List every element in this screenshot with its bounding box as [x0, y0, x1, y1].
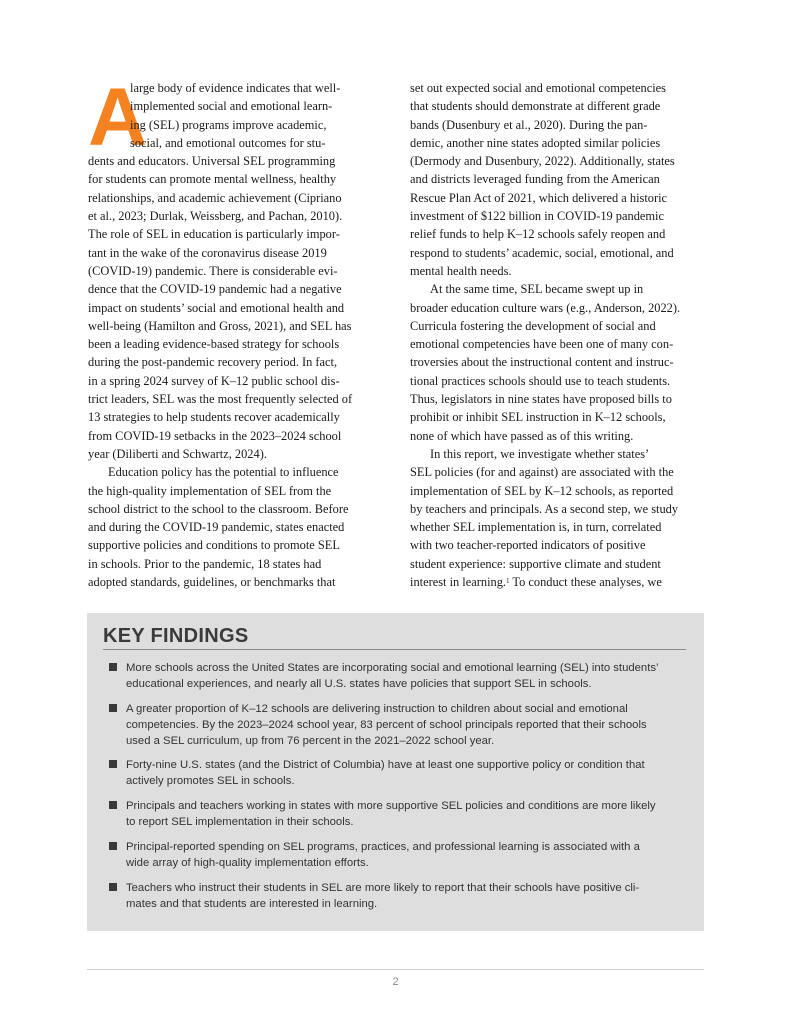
text-line: that students should demonstrate at different grade: [410, 99, 661, 114]
text-line: 13 strategies to help students recover academically: [88, 410, 340, 425]
text-line: social, and emotional outcomes for stu-: [130, 135, 326, 150]
text-line: implemented social and emotional learn-: [130, 99, 333, 114]
text-line: in a spring 2024 survey of K–12 public school dis-: [88, 373, 340, 388]
text-segment: interest in learning.: [410, 575, 506, 590]
key-findings-divider: [103, 649, 686, 650]
text-line: none of which have passed as of this writing.: [410, 428, 634, 443]
text-line: SEL policies (for and against) are associated with the: [410, 465, 674, 480]
square-bullet-icon: [109, 842, 117, 850]
text-line: In this report, we investigate whether states’: [430, 446, 650, 461]
key-finding-line: competencies. By the 2023–2024 school year, 83 percent of school principals reported that their schools: [126, 719, 647, 732]
text-line: broader education culture wars (e.g., Anderson, 2022).: [410, 300, 681, 315]
text-line: school district to the school to the classroom. Before: [88, 501, 349, 516]
text-line: The role of SEL in education is particularly impor-: [88, 227, 340, 242]
body-column-left: [88, 72, 384, 591]
text-line: prohibit or inhibit SEL instruction in K–12 schools,: [410, 410, 666, 425]
text-line: student experience: supportive climate and student: [410, 556, 661, 571]
text-line: Education policy has the potential to influence: [108, 465, 339, 480]
key-finding-line: Teachers who instruct their students in SEL are more likely to report that their schools have positive cli-: [126, 882, 640, 894]
key-finding-line: Principals and teachers working in states with more supportive SEL policies and conditions are more likely: [126, 800, 656, 812]
key-finding-line: educational experiences, and nearly all U.S. states have policies that support SEL in schools.: [126, 678, 592, 691]
key-findings-title: KEY FINDINGS: [103, 625, 249, 647]
text-line: large body of evidence indicates that well-: [130, 81, 341, 95]
key-finding-line: used a SEL curriculum, up from 76 percent in the 2021–2022 school year.: [126, 735, 495, 748]
text-line: whether SEL implementation is, in turn, correlated: [410, 520, 662, 535]
text-line: At the same time, SEL became swept up in: [430, 282, 644, 297]
key-finding-line: Principal-reported spending on SEL programs, practices, and professional learning is associated with a: [126, 841, 640, 853]
text-line: by teachers and principals. As a second step, we study: [410, 501, 679, 516]
text-line: mental health needs.: [410, 263, 512, 278]
text-line: emotional competencies have been one of many con-: [410, 337, 674, 352]
text-line: [410, 573, 706, 591]
key-findings-box: [87, 613, 704, 931]
text-line: impact on students’ social and emotional health and: [88, 300, 345, 315]
key-finding-line: Forty-nine U.S. states (and the District of Columbia) have at least one supportive policy or condition that: [126, 759, 645, 771]
footnote-marker[interactable]: 1: [506, 577, 510, 586]
text-line: during the post-pandemic recovery period. In fact,: [88, 355, 338, 370]
body-column-right: [410, 79, 706, 591]
text-line: relief funds to help K–12 schools safely reopen and: [410, 227, 666, 242]
text-line: trict leaders, SEL was the most frequently selected of: [88, 392, 353, 407]
text-line: relationships, and academic achievement (Cipriano: [88, 190, 342, 205]
text-line: with two teacher-reported indicators of positive: [410, 538, 646, 553]
key-finding-line: A greater proportion of K–12 schools are delivering instruction to children about social and emotional: [126, 703, 628, 715]
square-bullet-icon: [109, 883, 117, 891]
text-line: tional practices schools should use to teach students.: [410, 373, 671, 388]
text-line: from COVID-19 setbacks in the 2023–2024 school: [88, 428, 342, 443]
square-bullet-icon: [109, 801, 117, 809]
key-finding-line: to report SEL implementation in their schools.: [126, 816, 354, 829]
text-line: respond to students’ academic, social, emotional, and: [410, 245, 674, 260]
text-line: and during the COVID-19 pandemic, states enacted: [88, 520, 345, 535]
text-line: demic, another nine states adopted similar policies: [410, 135, 661, 150]
square-bullet-icon: [109, 663, 117, 671]
key-finding-line: wide array of high-quality implementation efforts.: [126, 857, 369, 870]
text-line: supportive policies and conditions to promote SEL: [88, 538, 340, 553]
text-line: dence that the COVID-19 pandemic had a negative: [88, 282, 342, 297]
text-line: investment of $122 billion in COVID-19 pandemic: [410, 209, 664, 224]
text-line: for students can promote mental wellness, healthy: [88, 172, 337, 187]
text-line: well-being (Hamilton and Gross, 2021), and SEL has: [88, 318, 352, 333]
text-line: et al., 2023; Durlak, Weissberg, and Pachan, 2010).: [88, 209, 343, 224]
drop-cap: A: [88, 72, 148, 163]
square-bullet-icon: [109, 704, 117, 712]
text-line: year (Diliberti and Schwartz, 2024).: [88, 446, 267, 461]
page-number: 2: [392, 976, 399, 988]
text-line: the high-quality implementation of SEL from the: [88, 483, 332, 498]
text-line: Curricula fostering the development of social and: [410, 318, 656, 333]
text-line: tant in the wake of the coronavirus disease 2019: [88, 245, 327, 260]
text-line: adopted standards, guidelines, or benchmarks that: [88, 575, 336, 590]
key-finding-line: More schools across the United States are incorporating social and emotional learning (SEL) into students’: [126, 662, 659, 674]
text-line: troversies about the instructional content and instruc-: [410, 355, 674, 370]
text-line: (COVID-19) pandemic. There is considerable evi-: [88, 263, 338, 278]
square-bullet-icon: [109, 760, 117, 768]
text-line: (Dermody and Dusenbury, 2022). Additionally, states: [410, 154, 675, 169]
text-line: bands (Dusenbury et al., 2020). During the pan-: [410, 117, 648, 132]
text-line: and districts leveraged funding from the American: [410, 172, 660, 187]
text-line: been a leading evidence-based strategy for schools: [88, 337, 340, 352]
text-line: ing (SEL) programs improve academic,: [130, 117, 327, 132]
text-segment: To conduct these analyses, we: [509, 575, 662, 590]
footer-divider: [87, 969, 704, 970]
key-finding-line: actively promotes SEL in schools.: [126, 775, 295, 788]
key-finding-line: mates and that students are interested in learning.: [126, 898, 378, 911]
text-line: implementation of SEL by K–12 schools, as reported: [410, 483, 674, 498]
text-line: set out expected social and emotional competencies: [410, 81, 666, 95]
text-line: in schools. Prior to the pandemic, 18 states had: [88, 556, 322, 571]
text-line: Rescue Plan Act of 2021, which delivered a historic: [410, 190, 668, 205]
text-line: dents and educators. Universal SEL programming: [88, 154, 336, 169]
text-line: Thus, legislators in nine states have proposed bills to: [410, 392, 672, 407]
